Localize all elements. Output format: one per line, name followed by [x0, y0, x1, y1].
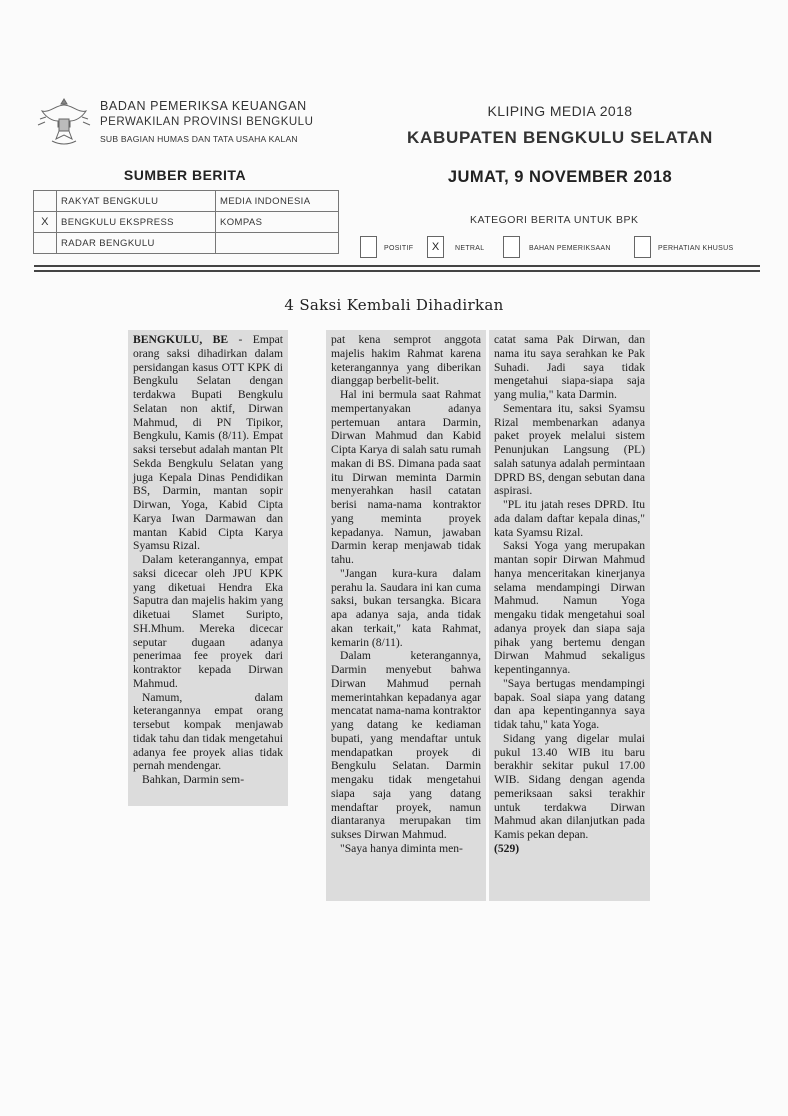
paragraph: Bahkan, Darmin sem-: [142, 773, 245, 786]
paragraph: [133, 333, 283, 553]
article-column-1: [128, 330, 288, 806]
paragraph: Dalam keterangannya, empat saksi dicecar oleh JPU KPK yang diketuai Hendra Eka Saputra dan majelis hakim yang diketuai Slamet Suripto, SH.Mhum. Mereka dicecar seputar dugaan adanya penerimaa fee proyek dari kontraktor kepada Dirwan Mahmud.: [133, 553, 283, 690]
source-name: BENGKULU EKSPRESS: [57, 212, 216, 233]
org-name: BADAN PEMERIKSA KEUANGAN: [100, 99, 307, 113]
org-subdivision: SUB BAGIAN HUMAS DAN TATA USAHA KALAN: [100, 134, 298, 144]
source-checkbox: [34, 233, 57, 254]
paragraph: "PL itu jatah reses DPRD. Itu ada dalam daftar kepala dinas," kata Syamsu Rizal.: [494, 498, 645, 539]
divider: [34, 265, 760, 267]
category-checkbox-bahan: [503, 236, 520, 258]
category-checkbox-perhatian: [634, 236, 651, 258]
source-name: RAKYAT BENGKULU: [57, 191, 216, 212]
paragraph: Namum, dalam keterangannya empat orang tersebut kompak menjawab tidak tahu dan tidak mengetahui adanya fee proyek alias tidak pernah mendengar.: [133, 690, 283, 773]
paragraph: "Saya bertugas mendampingi bapak. Soal siapa yang datang dan apa kepentingannya saya tidak tahu," kata Yoga.: [494, 676, 645, 731]
category-label: POSITIF: [384, 245, 414, 252]
source-checkbox: [34, 191, 57, 212]
paragraph: Saksi Yoga yang merupakan mantan sopir Dirwan Mahmud hanya menceritakan kinerjanya selama mendampingi Dirwan Mahmud. Namun Yoga mengaku tidak mengetahui soal adanya proyek dan siapa saja pihak yang bertemu dengan Dirwan Mahmud sekaligus kepentingannya.: [494, 539, 645, 676]
org-branch: PERWAKILAN PROVINSI BENGKULU: [100, 116, 314, 128]
garuda-emblem-icon: [34, 93, 94, 151]
paragraph: [494, 842, 645, 856]
source-name: RADAR BENGKULU: [57, 233, 216, 254]
paragraph: Sementara itu, saksi Syamsu Rizal membenarkan adanya paket proyek melalui sistem Penunjukan Langsung (PL) salah satunya adalah permintaan DPRD BS, dengan sebutan dana aspirasi.: [494, 401, 645, 498]
source-row: [34, 191, 339, 212]
article-signature: (529): [494, 841, 520, 855]
paragraph-text: - Empat orang saksi dihadirkan dalam persidangan kasus OTT KPK di Bengkulu Selatan dengan terdakwa Bupati Bengkulu Selatan non aktif, Dirwan Mahmud, di PN Tipikor, Bengkulu, Kamis (8/11). Empat saksi tersebut adalah mantan Plt Sekda Bengkulu Selatan yang juga Kepala Dinas Pendidikan BS, Darmin, mantan sopir Dirwan, Yoga, Kabid Cipta Karya Iwan Darmawan dan mantan Kabid Cipta Karya Syamsu Rizal.: [133, 333, 283, 553]
paragraph: "Jangan kura-kura dalam perahu la. Saudara ini kan cuma saksi, bukan tersangka. Bicara apa adanya saja, anda tidak akan terkait," kata Rahmat, kemarin (8/11).: [331, 566, 481, 649]
publication-date: JUMAT, 9 NOVEMBER 2018: [447, 168, 673, 186]
paragraph: pat kena semprot anggota majelis hakim Rahmat karena keterangannya yang diberikan dianggap berbelit-belit.: [331, 333, 481, 388]
news-source-title: SUMBER BERITA: [123, 167, 247, 183]
paragraph: "Saya hanya diminta men-: [340, 841, 463, 855]
source-row: [34, 233, 339, 254]
news-source-table: [33, 190, 339, 254]
source-name: MEDIA INDONESIA: [216, 191, 339, 212]
source-name: [216, 233, 339, 254]
paragraph: Dalam keterangannya, Darmin menyebut bahwa Dirwan Mahmud pernah memerintahkan kepadanya agar mencatat nama-nama kontraktor yang datang ke kediaman bupati, yang mendaftar untuk mendapatkan proyek di Bengkulu Selatan. Darmin mengaku tidak mengetahui siapa saja yang datang mendaftar proyek, namun diantaranya merupakan tim sukses Dirwan Mahmud.: [331, 649, 482, 841]
category-checkbox-netral: X: [427, 236, 444, 258]
divider: [34, 270, 760, 272]
article-column-2: [326, 330, 486, 901]
paragraph: catat sama Pak Dirwan, dan nama itu saya serahkan ke Pak Suhadi. Jadi saya tidak mengetahui siapa-siapa saja yang mulia," kata Darmin.: [494, 333, 645, 401]
source-row: [34, 212, 339, 233]
source-name: KOMPAS: [216, 212, 339, 233]
paragraph: Sidang yang digelar mulai pukul 13.40 WIB itu baru berakhir sekitar pukul 17.00 WIB. Sidang dengan agenda pemeriksaan saksi terakhir untuk terdakwa Dirwan Mahmud akan dilanjutkan pada Kamis pekan depan.: [494, 731, 645, 841]
article-headline: 4 Saksi Kembali Dihadirkan: [284, 296, 504, 314]
article-column-3: [489, 330, 650, 901]
clipping-title: KLIPING MEDIA 2018: [487, 103, 633, 119]
source-checkbox: X: [34, 212, 57, 233]
category-checkbox-positif: [360, 236, 377, 258]
category-title: KATEGORI BERITA UNTUK BPK: [470, 214, 639, 226]
regency-title: KABUPATEN BENGKULU SELATAN: [407, 128, 713, 147]
category-label: BAHAN PEMERIKSAAN: [529, 245, 611, 252]
paragraph: Hal ini bermula saat Rahmat mempertanyakan adanya pertemuan antara Darmin, Dirwan Mahmud dan Kabid Cipta Karya di salah satu rumah makan di BS. Dimana pada saat itu Dirwan meminta Darmin menyerahkan hasil catatan berisi nama-nama kontraktor yang meminta proyek kepadanya. Namun, jawaban Darmin kerap menjawab tidak tahu.: [331, 388, 481, 566]
dateline: BENGKULU, BE: [133, 333, 229, 346]
category-label: NETRAL: [455, 245, 485, 252]
category-label: PERHATIAN KHUSUS: [658, 245, 734, 252]
